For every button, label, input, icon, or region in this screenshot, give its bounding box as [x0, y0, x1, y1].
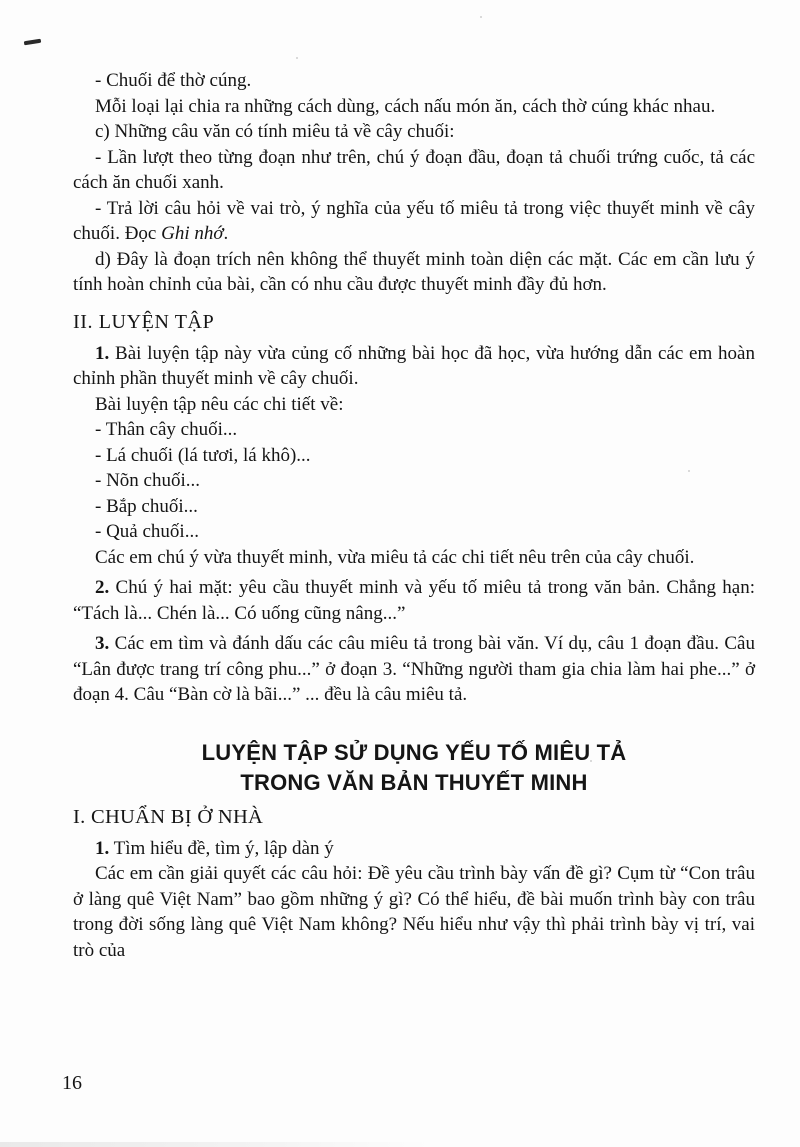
section-heading-luyen-tap	[73, 309, 755, 335]
text-run: Các em tìm và đánh dấu các câu miêu tả trong bài văn. Ví dụ, câu 1 đoạn đầu. Câu “Lân được trang trí công phu...” ở đoạn 3. “Những người tham gia chia làm hai phe...” ở đoạn 4. Câu “Bàn cờ là bãi...” ... đều là câu miêu tả.	[73, 633, 755, 705]
list-item-qua-chuoi	[73, 519, 755, 545]
text-run: - Lá chuối (lá tươi, lá khô)...	[95, 444, 311, 466]
text-run: - Quả chuối...	[95, 521, 199, 542]
text-run: Bài luyện tập nêu các chi tiết về:	[95, 393, 344, 415]
paragraph-lan-luot	[73, 145, 755, 196]
chapter-title	[73, 738, 755, 798]
text-run: Chú ý hai mặt: yêu cầu thuyết minh và yếu tố miêu tả trong văn bản. Chẳng hạn: “Tách là... Chén là... Có uống cũng nâng...”	[73, 577, 755, 624]
paragraph-moi-loai	[73, 94, 755, 120]
text-run: Ghi nhớ	[161, 223, 224, 244]
text-run: - Bắp chuối...	[95, 495, 198, 517]
text-run: Các em chú ý vừa thuyết minh, vừa miêu tả các chi tiết nêu trên của cây chuối.	[95, 546, 695, 568]
text-run: I. CHUẨN BỊ Ở NHÀ	[73, 805, 264, 828]
paragraph-item-c	[73, 119, 755, 145]
text-run: - Trả lời câu hỏi về vai trò, ý nghĩa của yếu tố miêu tả trong việc thuyết minh về cây chuối. Đọc	[73, 197, 755, 244]
text-run: - Nõn chuối...	[95, 470, 201, 491]
text-run: 2.	[95, 577, 110, 598]
list-item-non-chuoi	[73, 468, 755, 494]
paragraph-con-trau	[73, 861, 755, 963]
text-run: II. LUYỆN TẬP	[73, 310, 215, 333]
list-item-la-chuoi	[73, 443, 755, 469]
text-run: Các em cần giải quyết các câu hỏi: Đề yêu cầu trình bày vấn đề gì? Cụm từ “Con trâu ở làng quê Việt Nam” bao gồm những ý gì? Có thể hiểu, đề bài muốn trình bày con trâu trong đời sống làng quê Việt Nam không? Nếu hiểu như vậy thì phải trình bày vị trí, vai trò của	[73, 863, 755, 961]
paragraph-exercise-3	[73, 631, 755, 708]
document-body	[73, 68, 755, 963]
text-run: - Lần lượt theo từng đoạn như trên, chú ý đoạn đầu, đoạn tả chuối trứng cuốc, tả các cách ăn chuối xanh.	[73, 146, 755, 193]
text-run: 1.	[95, 837, 110, 859]
text-run: d) Đây là đoạn trích nên không thể thuyết minh toàn diện các mặt. Các em cần lưu ý tính hoàn chỉnh của bài, cần có nhu cầu được thuyết minh đầy đủ hơn.	[73, 248, 755, 295]
title-line: TRONG VĂN BẢN THUYẾT MINH	[240, 769, 588, 795]
scan-artifact-strip	[0, 1142, 430, 1147]
title-line: LUYỆN TẬP SỬ DỤNG YẾU TỐ MIÊU TẢ	[201, 739, 627, 765]
scan-speck	[480, 16, 482, 18]
text-run: - Chuối để thờ cúng.	[95, 70, 252, 91]
list-item-bap-chuoi	[73, 494, 755, 520]
subsection-chuan-bi-o-nha	[73, 804, 755, 831]
list-item-chuoi-tho-cung	[73, 68, 755, 94]
paragraph-item-d	[73, 247, 755, 298]
text-run: Bài luyện tập này vừa củng cố những bài học đã học, vừa hướng dẫn các em hoàn chỉnh phần thuyết minh về cây chuối.	[73, 342, 755, 389]
text-run: .	[223, 223, 229, 244]
paragraph-cac-em-chu-y	[73, 545, 755, 571]
list-item-than-cay	[73, 417, 755, 443]
scan-artifact-dash	[24, 39, 41, 46]
paragraph-exercise-1	[73, 341, 755, 392]
text-run: c) Những câu văn có tính miêu tả về cây chuối:	[95, 121, 455, 142]
paragraph-chi-tiet-ve	[73, 392, 755, 418]
text-run: - Thân cây chuối...	[95, 419, 238, 440]
paragraph-tim-hieu-de	[73, 836, 755, 862]
paragraph-exercise-2	[73, 575, 755, 626]
page-number: 16	[62, 1072, 82, 1094]
paragraph-tra-loi	[73, 196, 755, 247]
text-run: Tìm hiểu đề, tìm ý, lập dàn ý	[109, 837, 334, 859]
scan-speck	[296, 57, 298, 59]
text-run: Mỗi loại lại chia ra những cách dùng, cách nấu món ăn, cách thờ cúng khác nhau.	[95, 95, 716, 117]
text-run: 1.	[95, 342, 110, 364]
text-run: 3.	[95, 633, 110, 654]
